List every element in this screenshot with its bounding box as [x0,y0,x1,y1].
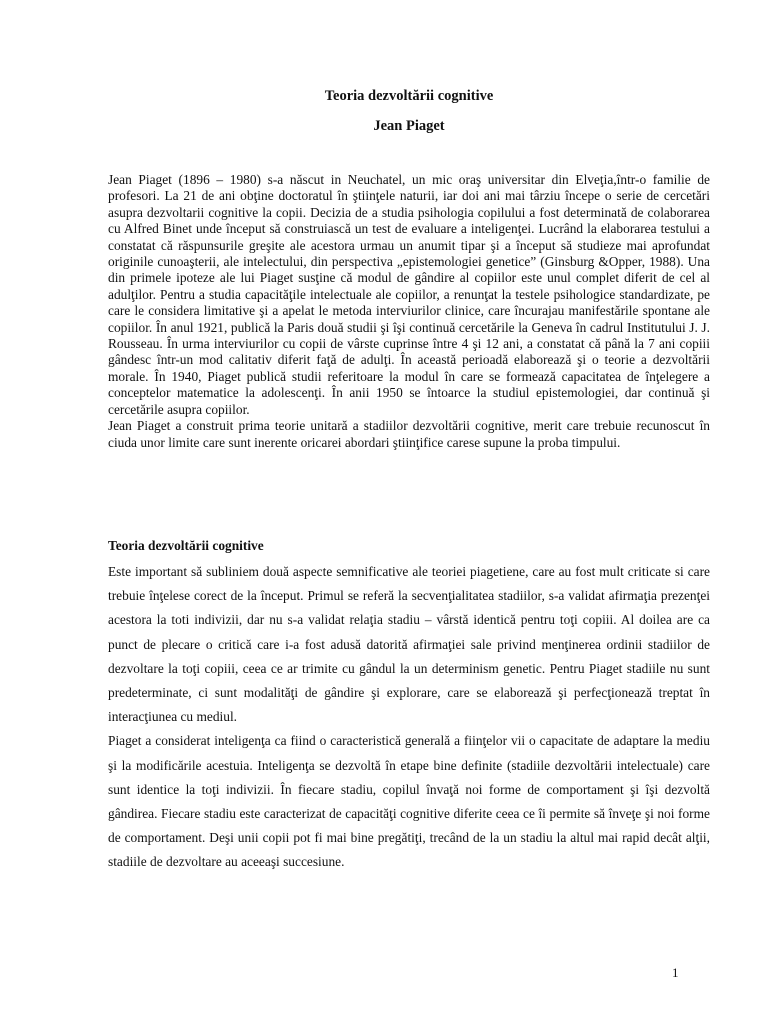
document-title: Teoria dezvoltării cognitive [324,88,494,104]
document-author: Jean Piaget [373,118,445,134]
section-body [108,560,710,875]
section-heading: Teoria dezvoltării cognitive [108,538,264,553]
section-paragraph-2: Piaget a considerat inteligenţa ca fiind o caracteristică generală a fiinţelor vii o capacitate de adaptare la mediu şi la modificările acestuia. Inteligenţa se dezvoltă în etape bine definite (stadiile dezvoltării intelectuale) care sunt identice la toţi indivizii. În fiecare stadiu, copilul învaţă noi forme de comportament şi îşi dezvoltă gândirea. Fiecare stadiu este caracterizat de capacităţi cognitive diferite ceea ce îi permite să înveţe şi noi forme de comportament. Deşi unii copii pot fi mai bine pregătiţi, trecând de la un stadiu la altul mai rapid decât alţii, stadiile de dezvoltare au aceeaşi succesiune. [108,733,710,870]
intro-paragraph-1: Jean Piaget (1896 – 1980) s-a născut in Neuchatel, un mic oraş universitar din Elveţia,într-o familie de profesori. La 21 de ani obţine doctoratul în ştiinţele naturii, iar doi ani mai târziu începe o serie de cercetări asupra dezvoltarii cognitive la copii. Decizia de a studia psihologia copilului a fost determinată de colaborarea cu Alfred Binet unde început să construiască un test de evaluare a inteligenţei. Lucrând la elaborarea testului a constatat că răspunsurile greşite ale acestora urmau un anumit tipar şi a început să studieze mai aprofundat originile cunoaşterii, ale intelectului, din perspectiva „epistemologiei genetice” (Ginsburg &Opper, 1988). Una din primele ipoteze ale lui Piaget susţine că modul de gândire al copiilor este unul complet diferit de cel al adulţilor. Pentru a studia capacităţile intelectuale ale copiilor, a renunţat la testele psihologice standardizate, pe care le considera limitative şi a apelat le metoda interviurilor clinice, care încurajau manifestările spontane ale copiilor. În anul 1921, publică la Paris două studii şi îşi continuă cercetările la Geneva în cadrul Institutului J. J. Rousseau. În urma interviurilor cu copii de vârste cuprinse între 4 şi 12 ani, a constatat că până la 7 ani copiii gândesc într-un mod calitativ diferit faţă de adulţi. În această perioadă elaborează şi o teorie a dezvoltării morale. În 1940, Piaget publică studii referitoare la modul în care se formează capacitatea de înţelegere a conceptelor matematice la adolescenţi. În anii 1950 se întoarce la studiul epistemologiei, dar continuă şi cercetările asupra copiilor. [108,172,710,417]
intro-section [108,172,710,451]
page-number: 1 [672,965,679,980]
section-paragraph-1: Este important să subliniem două aspecte semnificative ale teoriei piagetiene, care au fost mult criticate si care trebuie înţelese corect de la început. Primul se referă la secvenţialitatea stadiilor, s-a validat afirmaţia prezenţei acestora la toti indivizii, dar nu s-a validat relaţia stadiu – vârstă identică pentru toţi copiii. Al doilea are ca punct de plecare o critică care i-a fost adusă datorită afirmaţiei sale privind menţinerea ordinii stadiilor de dezvoltare la toţi copiii, ceea ce ar trimite cu gândul la un determinism genetic. Pentru Piaget stadiile nu sunt predeterminate, ci sunt modalităţi de gândire şi explorare, care se elaborează şi perfecţionează treptat în interacţiunea cu mediul. [108,564,710,725]
intro-paragraph-2: Jean Piaget a construit prima teorie unitară a stadiilor dezvoltării cognitive, merit care trebuie recunoscut în ciuda unor limite care sunt inerente oricarei abordari ştiinţifice caresе supune la proba timpului. [108,418,710,450]
